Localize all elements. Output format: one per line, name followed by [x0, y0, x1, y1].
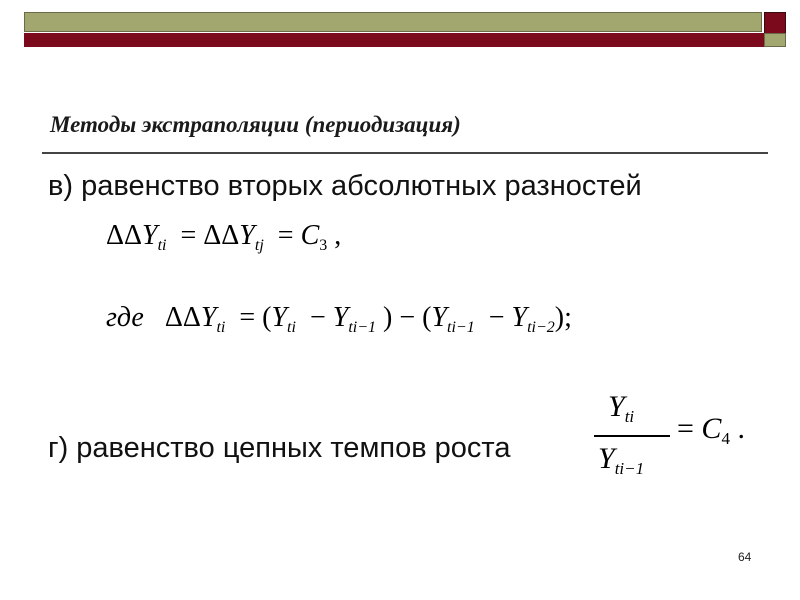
formula-b-where: где $\Delta\Delta Y_{ti} = (Y_{ti} - Y_{ti-1}$ ) − $(Y_{ti-1} - Y_{ti-2})$;: [106, 302, 572, 336]
fraction-bar: [594, 435, 670, 437]
where-prefix: где: [106, 302, 144, 333]
formula-b-main: $\Delta\Delta Y_{ti} = \Delta\Delta Y_{tj} = C_3$ ,: [106, 220, 342, 254]
item-b-label: в) равенство вторых абсолютных разностей: [48, 170, 642, 202]
title-divider: [42, 152, 768, 154]
header-olive-bar: [24, 12, 762, 32]
formula-g-fraction: [594, 390, 676, 486]
page-number: 64: [738, 550, 752, 564]
fraction-denominator: $Y_{ti-1}$: [598, 442, 645, 478]
formula-g-rhs: = $C_4$ .: [677, 412, 745, 448]
header-maroon-bar: [24, 33, 764, 47]
slide-title: Методы экстраполяции (периодизация): [50, 112, 461, 137]
header-corner-square-bottom: [764, 33, 786, 47]
fraction-numerator: $Y_{ti}$: [608, 390, 635, 426]
item-g-label: г) равенство цепных темпов роста: [48, 432, 511, 464]
header-corner-square-top: [764, 12, 786, 34]
